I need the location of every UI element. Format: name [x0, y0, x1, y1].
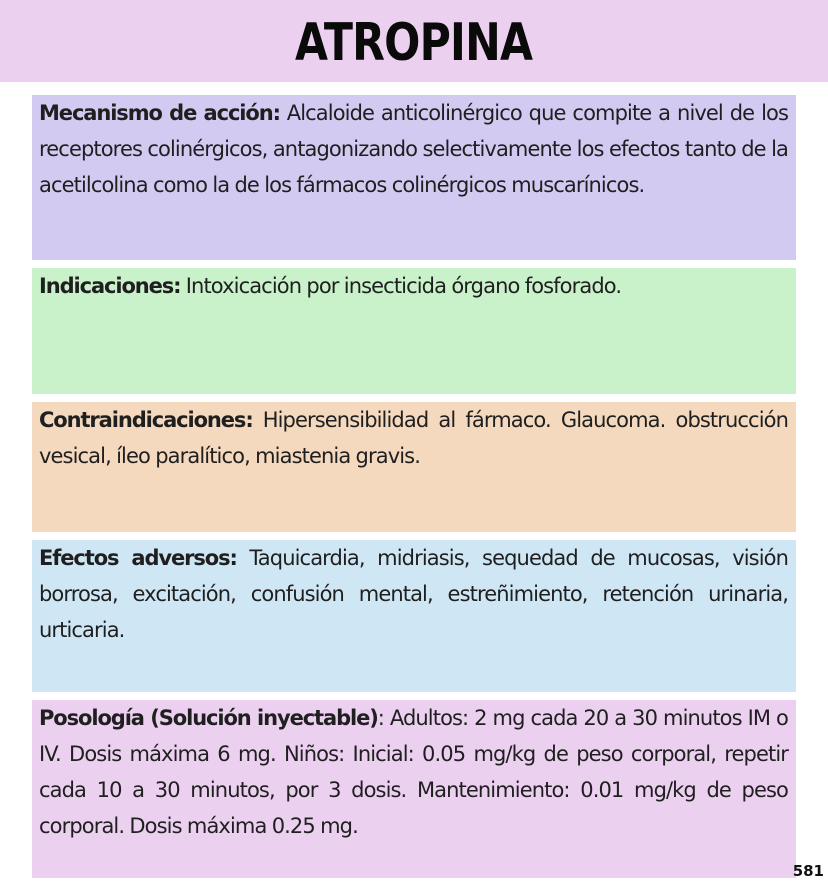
dosage-section: [32, 700, 796, 878]
indications-section: [32, 268, 796, 394]
indications-text: Intoxicación por insecticida órgano fosforado.: [185, 274, 622, 298]
contraindications-text: Hipersensibilidad al fármaco. Glaucoma. obstrucción vesical, íleo paralítico, miastenia gravis.: [39, 408, 788, 468]
page-title: ATROPINA: [295, 13, 533, 73]
contraindications-label: Contraindicaciones:: [39, 408, 253, 432]
adverse-effects-text: Taquicardia, midriasis, sequedad de mucosas, visión borrosa, excitación, confusión mental, estreñimiento, retención urinaria, urticaria.: [39, 546, 788, 642]
title-banner: [0, 0, 828, 82]
dosage-label: Posología (Solución inyectable): [39, 706, 378, 730]
mechanism-text: Alcaloide anticolinérgico que compite a nivel de los receptores colinérgicos, antagonizando selectivamente los efectos tanto de la acetilcolina como la de los fármacos colinérgicos muscarínicos.: [39, 101, 788, 197]
adverse-effects-section: [32, 540, 796, 692]
page-number: 581: [792, 862, 824, 880]
contraindications-section: [32, 402, 796, 532]
mechanism-section: [32, 95, 796, 260]
dosage-text: : Adultos: 2 mg cada 20 a 30 minutos IM o IV. Dosis máxima 6 mg. Niños: Inicial: 0.05 mg/kg de peso corporal, repetir cada 10 a 30 minutos, por 3 dosis. Mantenimiento: 0.01 mg/kg de peso corporal. Dosis máxima 0.25 mg.: [39, 706, 788, 838]
indications-label: Indicaciones:: [39, 274, 181, 298]
adverse-effects-label: Efectos adversos:: [39, 546, 237, 570]
mechanism-label: Mecanismo de acción:: [39, 101, 280, 125]
